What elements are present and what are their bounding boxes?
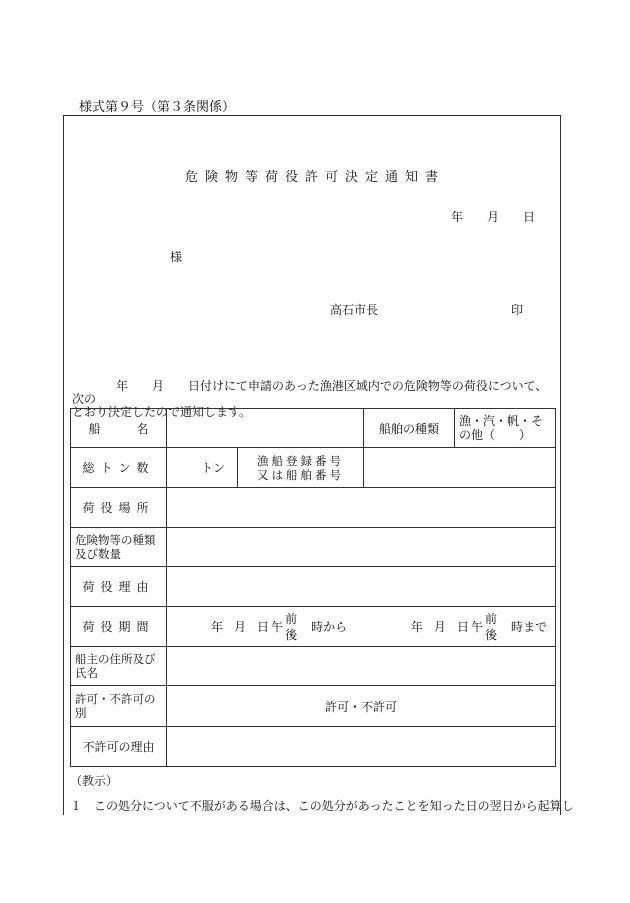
period-end-ampm bbox=[485, 611, 497, 643]
row-period bbox=[71, 607, 556, 647]
owner-label-line1: 船主の住所及び bbox=[75, 652, 156, 666]
goods-label-line2: 及び数量 bbox=[75, 547, 121, 561]
notes-item-1: １ この処分について不服がある場合は、この処分があったことを知った日の翌日から起算し bbox=[70, 799, 574, 813]
period-end-month: 月 bbox=[433, 620, 446, 634]
period-end bbox=[411, 611, 547, 643]
reason-field[interactable] bbox=[167, 567, 556, 607]
permit-table bbox=[70, 405, 556, 767]
registration-label-line1: 漁船登録番号 bbox=[257, 453, 344, 468]
period-start bbox=[211, 611, 347, 643]
tonnage-label: 総トン数 bbox=[71, 448, 167, 488]
row-denial-reason bbox=[71, 727, 556, 767]
notes-heading: （教示） bbox=[70, 774, 119, 788]
period-start-day: 日 bbox=[257, 620, 270, 634]
decision-value[interactable]: 許可・不許可 bbox=[167, 686, 556, 727]
reason-label: 荷役理由 bbox=[71, 567, 167, 607]
period-end-pm: 後 bbox=[484, 627, 497, 642]
period-start-month: 月 bbox=[234, 620, 247, 634]
period-end-year: 年 bbox=[410, 620, 423, 634]
period-start-gozen: 午 bbox=[271, 620, 284, 634]
decision-label-line1: 許可・不許可の bbox=[75, 692, 156, 706]
period-end-gozen: 午 bbox=[470, 620, 483, 634]
period-field[interactable] bbox=[167, 607, 556, 647]
intro-line-2: とおり決定したので通知します。 bbox=[72, 405, 252, 419]
denial-reason-field[interactable] bbox=[167, 727, 556, 767]
row-location bbox=[71, 488, 556, 528]
issuer-name: 高石市長 bbox=[330, 303, 379, 317]
row-owner bbox=[71, 647, 556, 686]
period-end-am: 前 bbox=[484, 611, 497, 626]
date-month-label: 月 bbox=[487, 210, 500, 224]
ship-name-label: 船 名 bbox=[71, 409, 167, 448]
period-start-am: 前 bbox=[285, 611, 298, 626]
location-field[interactable] bbox=[167, 488, 556, 528]
ship-type-label: 船舶の種類 bbox=[364, 409, 455, 448]
row-decision bbox=[71, 686, 556, 727]
ship-name-field[interactable] bbox=[167, 409, 364, 448]
row-ship-name bbox=[71, 409, 556, 448]
seal-mark: 印 bbox=[511, 303, 524, 317]
goods-label-line1: 危険物等の種類 bbox=[75, 533, 156, 547]
ship-type-options-line1: 漁・汽・帆・そ bbox=[459, 414, 544, 428]
owner-field[interactable] bbox=[167, 647, 556, 686]
intro-line-1: 年 月 日付けにて申請のあった漁港区域内での危険物等の荷役について、次の bbox=[72, 379, 548, 406]
tonnage-unit[interactable]: トン bbox=[167, 448, 238, 488]
period-start-year: 年 bbox=[211, 620, 224, 634]
period-end-day: 日 bbox=[456, 620, 469, 634]
registration-field[interactable] bbox=[364, 448, 556, 488]
denial-reason-label: 不許可の理由 bbox=[71, 727, 167, 767]
goods-label bbox=[71, 528, 167, 567]
period-start-ampm bbox=[285, 611, 297, 643]
registration-label bbox=[238, 448, 364, 488]
ship-type-options-line2: の他（ ） bbox=[459, 428, 532, 442]
goods-field[interactable] bbox=[167, 528, 556, 567]
period-label: 荷役期間 bbox=[71, 607, 167, 647]
decision-label-line2: 別 bbox=[75, 706, 87, 720]
period-start-pm: 後 bbox=[285, 627, 298, 642]
row-tonnage bbox=[71, 448, 556, 488]
period-start-from: 時から bbox=[311, 620, 348, 634]
document-title: 危険物等荷役許可決定通知書 bbox=[184, 170, 445, 185]
date-day-label: 日 bbox=[523, 210, 536, 224]
row-reason bbox=[71, 567, 556, 607]
row-goods bbox=[71, 528, 556, 567]
date-year-label: 年 bbox=[451, 210, 464, 224]
registration-label-line2: 又は船舶番号 bbox=[257, 467, 344, 482]
period-end-until: 時まで bbox=[510, 620, 547, 634]
decision-label bbox=[71, 686, 167, 727]
ship-type-options[interactable] bbox=[455, 409, 556, 448]
owner-label-line2: 氏名 bbox=[75, 666, 98, 680]
owner-label bbox=[71, 647, 167, 686]
form-number: 様式第９号（第３条関係） bbox=[79, 100, 236, 115]
location-label: 荷役場所 bbox=[71, 488, 167, 528]
addressee-suffix: 様 bbox=[170, 250, 183, 264]
